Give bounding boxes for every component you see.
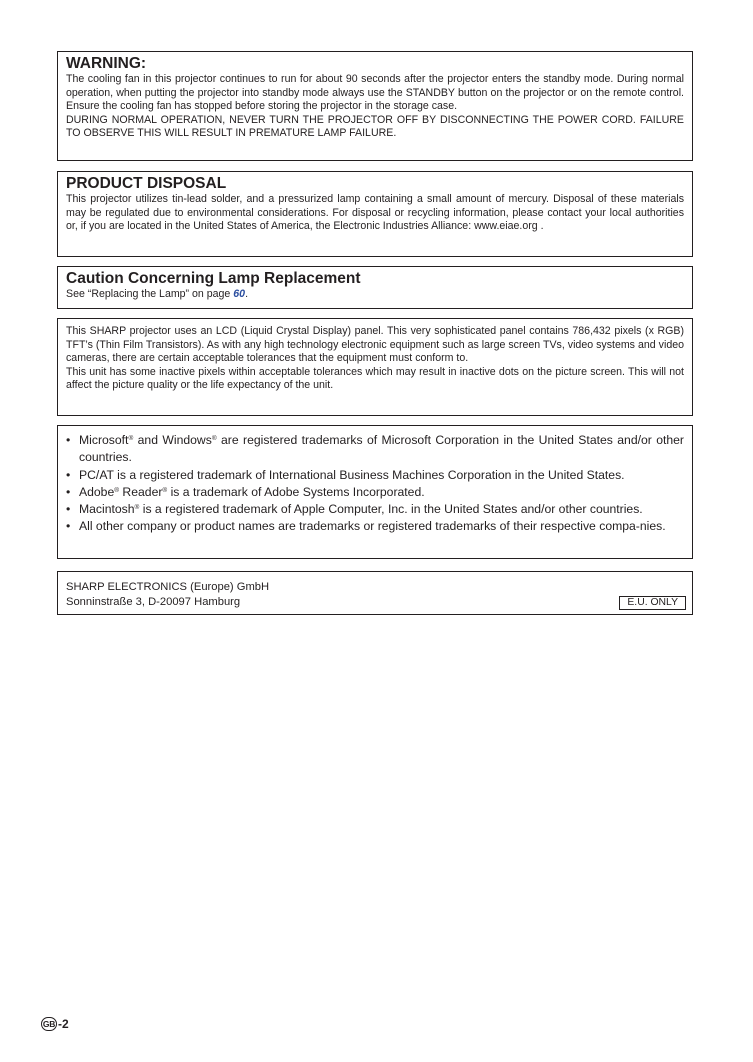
lcd-paragraph-2: This unit has some inactive pixels within acceptable tolerances which may result in inactive dots on the picture screen. This will not affect the picture quality or the life expectancy of the unit.: [66, 365, 684, 392]
bullet-icon: •: [66, 519, 71, 534]
registered-mark: ®: [134, 504, 140, 512]
trademark-adobe-text: is a trademark of Adobe Systems Incorporated.: [167, 484, 425, 499]
gb-region-icon: GB: [42, 1019, 56, 1029]
product-disposal-text: This projector utilizes tin-lead solder, and a pressurized lamp containing a small amount of mercury. Disposal of these materials may be regulated due to environmental considerations. For disposal or recycling information, please contact your local authorities or, if you are located in the United States of America, the Electronic Industries Alliance: www.eiae.org .: [66, 193, 684, 233]
page-number-text: -2: [58, 1017, 69, 1031]
bullet-icon: •: [66, 502, 71, 517]
trademark-macintosh: Macintosh: [79, 502, 135, 517]
company-name: SHARP ELECTRONICS (Europe) GmbH: [66, 581, 270, 593]
registered-mark: ®: [128, 435, 134, 442]
trademark-item-microsoft: [66, 432, 684, 467]
trademark-adobe: Adobe: [79, 484, 115, 499]
lcd-notice-box: [57, 318, 693, 416]
warning-box: [57, 51, 693, 161]
lamp-caution-text: [66, 288, 684, 302]
trademark-item-pcat: [66, 467, 684, 484]
trademark-microsoft: Microsoft: [79, 433, 129, 447]
trademark-item-adobe: [66, 484, 684, 501]
trademark-microsoft-text: are registered trademarks of Microsoft Corporation in the United States and/or other countries.: [79, 433, 684, 465]
page-number: [41, 1017, 69, 1031]
registered-mark: ®: [162, 486, 168, 494]
lamp-caution-title: Caution Concerning Lamp Replacement: [66, 270, 361, 287]
trademark-item-macintosh: [66, 501, 684, 518]
lamp-page-link[interactable]: 60: [233, 288, 246, 300]
lamp-caution-box: [57, 266, 693, 309]
trademark-macintosh-text: is a registered trademark of Apple Computer, Inc. in the United States and/or other countries.: [139, 502, 643, 517]
warning-paragraph-1: The cooling fan in this projector continues to run for about 90 seconds after the projector enters the standby mode. During normal operation, when putting the projector into standby mode always use the STANDBY button on the projector or on the remote control. Ensure the cooling fan has stopped before storing the projector in the storage case.: [66, 73, 684, 113]
company-address: Sonninstraße 3, D-20097 Hamburg: [66, 596, 241, 608]
lamp-caution-reference: See “Replacing the Lamp” on page: [66, 288, 234, 300]
product-disposal-box: [57, 171, 693, 257]
warning-paragraph-2: DURING NORMAL OPERATION, NEVER TURN THE PROJECTOR OFF BY DISCONNECTING THE POWER CORD. FAILURE TO OBSERVE THIS WILL RESULT IN PREMATURE LAMP FAILURE.: [66, 113, 684, 140]
lcd-paragraph-1: This SHARP projector uses an LCD (Liquid Crystal Display) panel. This very sophisticated panel contains 786,432 pixels (x RGB) TFT’s (Thin Film Transistors). As with any high technology electronic equipment such as large screen TVs, video systems and video cameras, there are certain acceptable tolerances that the equipment must conform to.: [66, 325, 684, 365]
trademark-pcat-text: PC/AT is a registered trademark of International Business Machines Corporation in the United States.: [79, 467, 625, 482]
address-box: [57, 571, 693, 615]
product-disposal-title: PRODUCT DISPOSAL: [66, 175, 227, 192]
trademark-reader: Reader: [119, 484, 163, 499]
lamp-caution-suffix: .: [245, 288, 249, 300]
trademark-windows: and Windows: [133, 433, 212, 447]
bullet-icon: •: [66, 484, 71, 499]
registered-mark: ®: [114, 486, 120, 494]
trademark-other-text: All other company or product names are trademarks or registered trademarks of their respective compa-nies.: [79, 519, 666, 534]
registered-mark: ®: [211, 435, 217, 442]
trademark-item-other: [66, 518, 684, 535]
bullet-icon: •: [66, 433, 71, 447]
bullet-icon: •: [66, 467, 71, 482]
trademarks-box: [57, 425, 693, 559]
eu-only-badge: E.U. ONLY: [619, 596, 686, 610]
trademark-list: [66, 432, 684, 536]
warning-title: WARNING:: [66, 55, 147, 72]
